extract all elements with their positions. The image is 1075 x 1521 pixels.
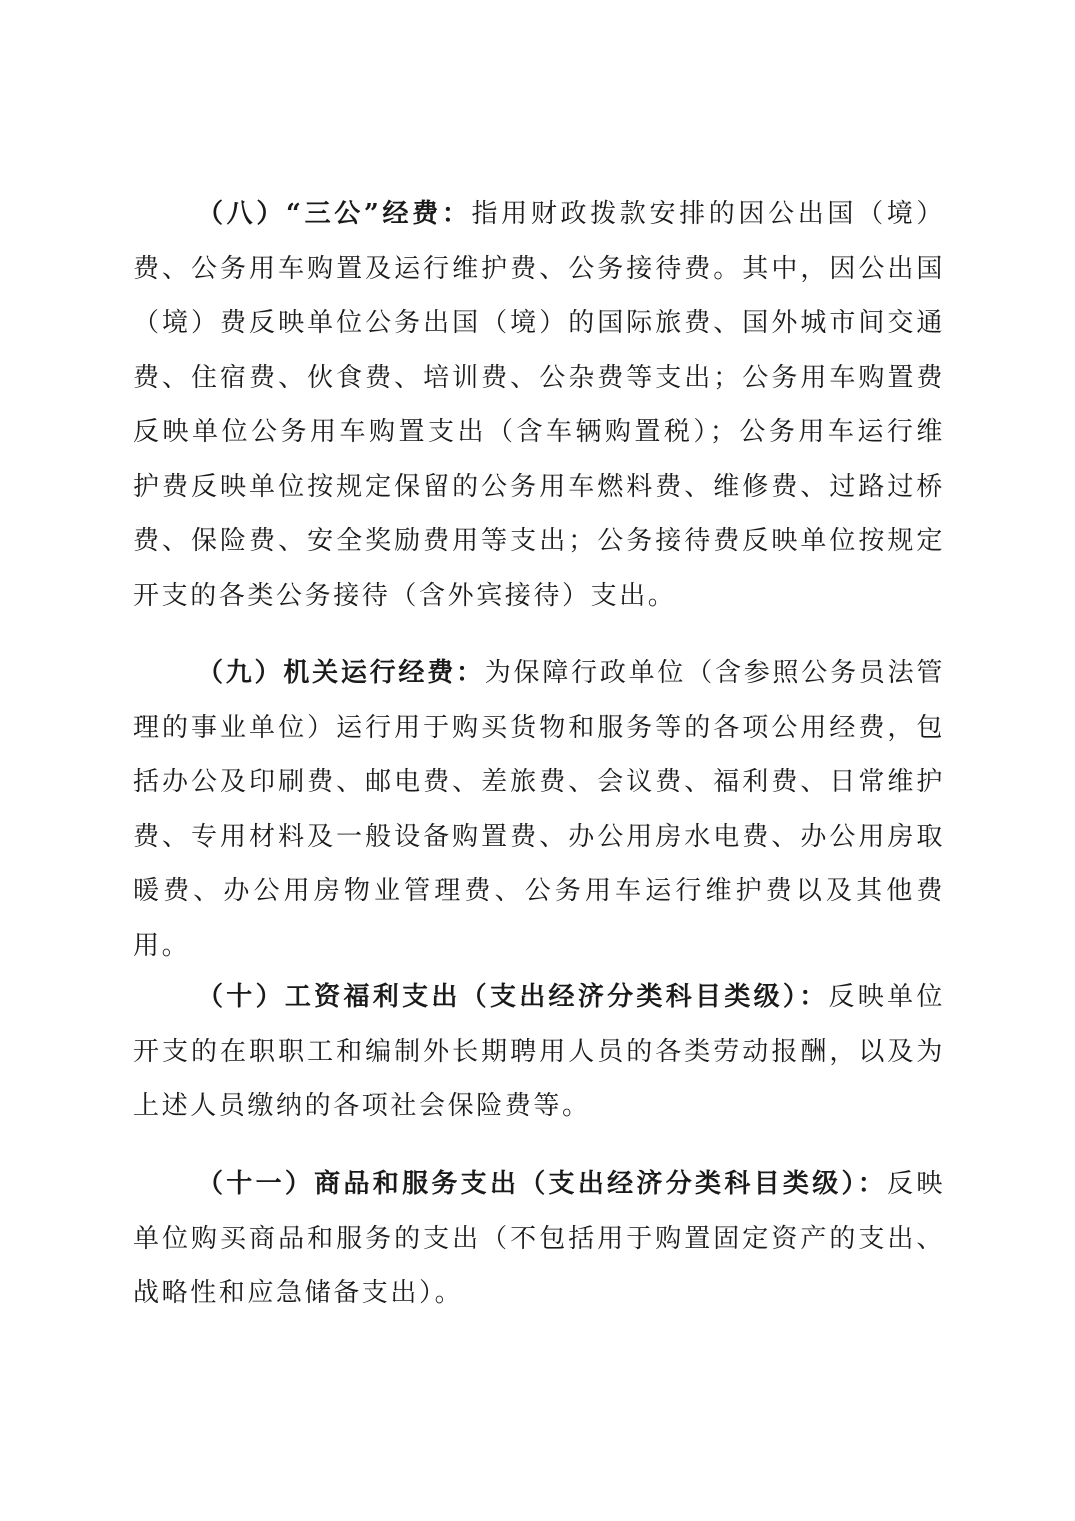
section-ten-heading: （十）工资福利支出（支出经济分类科目类级）： xyxy=(197,982,829,1012)
section-ten-text: 反映单位开支的在职职工和编制外长期聘用人员的各类劳动报酬，以及为上述人员缴纳的各项社会保险费等。 xyxy=(133,982,946,1121)
section-nine-heading: （九）机关运行经费： xyxy=(197,658,485,688)
section-eight-heading: （八）“三公”经费： xyxy=(197,199,472,229)
section-eight-text: 指用财政拨款安排的因公出国（境）费、公务用车购置及运行维护费、公务接待费。其中，因公出国（境）费反映单位公务出国（境）的国际旅费、国外城市间交通费、住宿费、伙食费、培训费、公杂费等支出；公务用车购置费反映单位公务用车购置支出（含车辆购置税）；公务用车运行维护费反映单位按规定保留的公务用车燃料费、维修费、过路过桥费、保险费、安全奖励费用等支出；公务接待费反映单位按规定开支的各类公务接待（含外宾接待）支出。 xyxy=(133,199,945,611)
section-eleven-paragraph xyxy=(133,1157,945,1321)
section-eleven-text: 反映单位购买商品和服务的支出（不包括用于购置固定资产的支出、战略性和应急储备支出）。 xyxy=(133,1169,946,1308)
section-nine-text: 为保障行政单位（含参照公务员法管理的事业单位）运行用于购买货物和服务等的各项公用经费，包括办公及印刷费、邮电费、差旅费、会议费、福利费、日常维护费、专用材料及一般设备购置费、办公用房水电费、办公用房取暖费、办公用房物业管理费、公务用车运行维护费以及其他费用。 xyxy=(133,658,945,961)
section-nine-paragraph xyxy=(133,646,945,973)
section-eight-paragraph xyxy=(133,187,945,623)
section-eleven-heading: （十一）商品和服务支出（支出经济分类科目类级）： xyxy=(197,1169,888,1199)
section-ten-paragraph xyxy=(133,970,945,1134)
